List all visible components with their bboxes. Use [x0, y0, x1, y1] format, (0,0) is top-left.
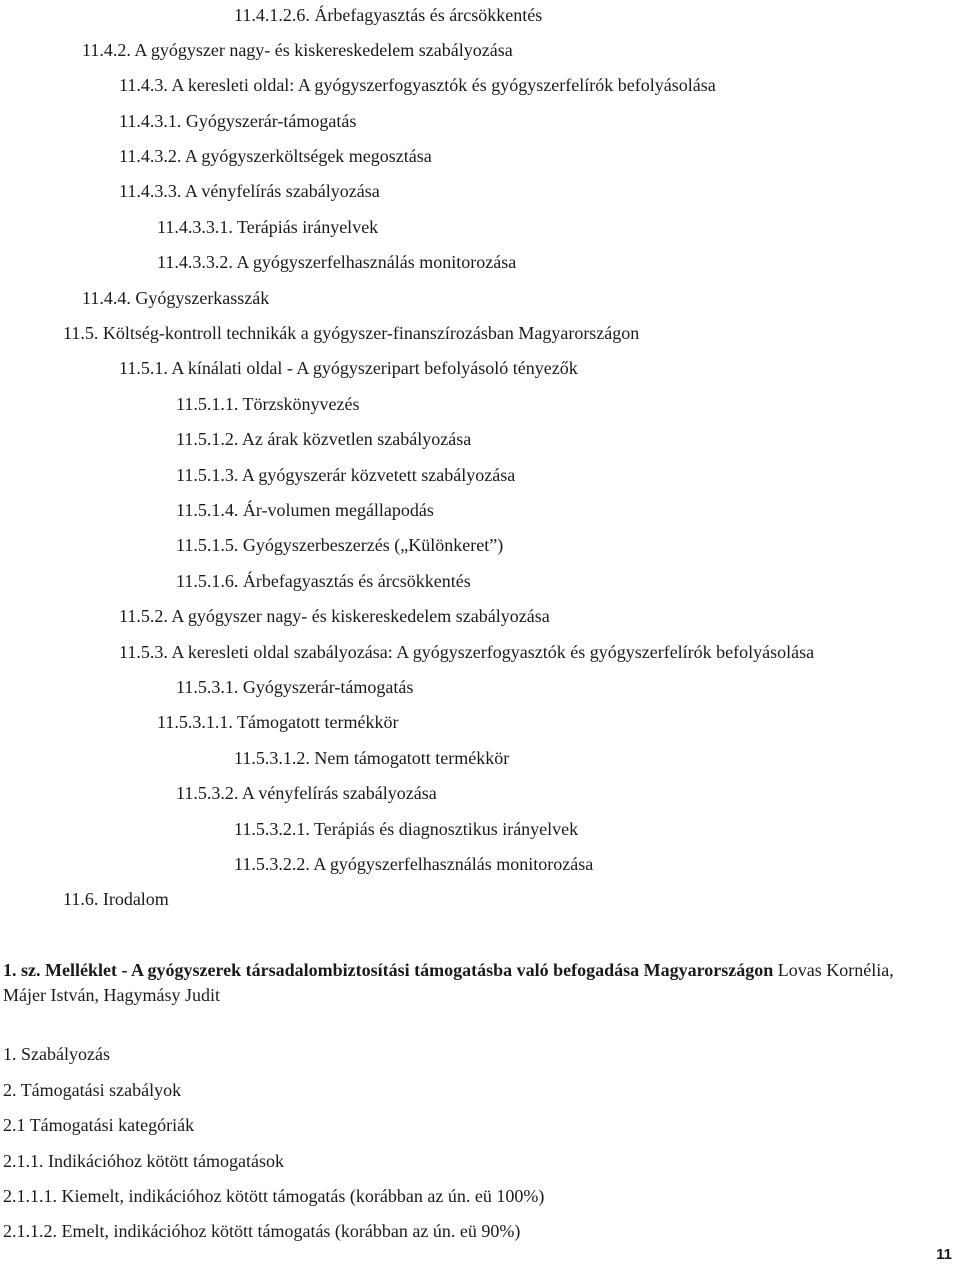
annex-section: 2.1.1.2. Emelt, indikációhoz kötött támogatás (korábban az ún. eü 90%) — [3, 1221, 521, 1241]
toc-entry: 11.5.1.5. Gyógyszerbeszerzés („Különkeret”) — [176, 535, 504, 555]
toc-entry: 11.5.1. A kínálati oldal - A gyógyszeripart befolyásoló tényezők — [119, 358, 578, 378]
annex-section: 2. Támogatási szabályok — [3, 1080, 182, 1100]
toc-entry: 11.5.1.6. Árbefagyasztás és árcsökkentés — [176, 571, 471, 591]
toc-entry: 11.4.3. A keresleti oldal: A gyógyszerfogyasztók és gyógyszerfelírók befolyásolása — [119, 75, 716, 95]
toc-entry: 11.4.1.2.6. Árbefagyasztás és árcsökkentés — [234, 5, 543, 25]
page-number: 11 — [936, 1246, 952, 1263]
toc-entry: 11.4.4. Gyógyszerkasszák — [82, 288, 270, 308]
toc-entry: 11.5.1.1. Törzskönyvezés — [176, 394, 360, 414]
annex-section: 2.1 Támogatási kategóriák — [3, 1115, 195, 1135]
annex-authors: Lovas Kornélia, Májer István, Hagymásy Judit — [3, 960, 894, 1005]
toc-entry: 11.4.3.3.1. Terápiás irányelvek — [157, 217, 379, 237]
toc-entry: 11.4.2. A gyógyszer nagy- és kiskereskedelem szabályozása — [82, 40, 513, 60]
annex-section: 2.1.1. Indikációhoz kötött támogatások — [3, 1151, 284, 1171]
toc-entry: 11.5. Költség-kontroll technikák a gyógyszer-finanszírozásban Magyarországon — [63, 323, 640, 343]
toc-entry: 11.5.1.2. Az árak közvetlen szabályozása — [176, 429, 472, 449]
toc-entry: 11.5.3. A keresleti oldal szabályozása: A gyógyszerfogyasztók és gyógyszerfelírók befolyásolása — [119, 642, 815, 662]
annex-title: 1. sz. Melléklet - A gyógyszerek társadalombiztosítási támogatásba való befogadása Magyarországon — [3, 960, 774, 980]
toc-entry: 11.5.3.1. Gyógyszerár-támogatás — [176, 677, 414, 697]
toc-entry: 11.4.3.3. A vényfelírás szabályozása — [119, 181, 380, 201]
toc-entry: 11.5.1.3. A gyógyszerár közvetett szabályozása — [176, 465, 516, 485]
toc-entry: 11.5.3.2.2. A gyógyszerfelhasználás monitorozása — [234, 854, 594, 874]
toc-entry: 11.5.2. A gyógyszer nagy- és kiskereskedelem szabályozása — [119, 606, 550, 626]
annex-heading — [3, 958, 903, 1008]
toc-entry: 11.5.3.1.1. Támogatott termékkör — [157, 712, 399, 732]
toc-entry: 11.5.3.2. A vényfelírás szabályozása — [176, 783, 437, 803]
toc-entry: 11.5.3.2.1. Terápiás és diagnosztikus irányelvek — [234, 819, 579, 839]
toc-entry: 11.4.3.2. A gyógyszerköltségek megosztása — [119, 146, 432, 166]
toc-entry: 11.4.3.3.2. A gyógyszerfelhasználás monitorozása — [157, 252, 517, 272]
annex-section: 2.1.1.1. Kiemelt, indikációhoz kötött támogatás (korábban az ún. eü 100%) — [3, 1186, 545, 1206]
toc-entry: 11.5.3.1.2. Nem támogatott termékkör — [234, 748, 510, 768]
annex-section: 1. Szabályozás — [3, 1044, 110, 1064]
toc-entry: 11.6. Irodalom — [63, 889, 169, 909]
toc-entry: 11.4.3.1. Gyógyszerár-támogatás — [119, 111, 357, 131]
toc-entry: 11.5.1.4. Ár-volumen megállapodás — [176, 500, 434, 520]
